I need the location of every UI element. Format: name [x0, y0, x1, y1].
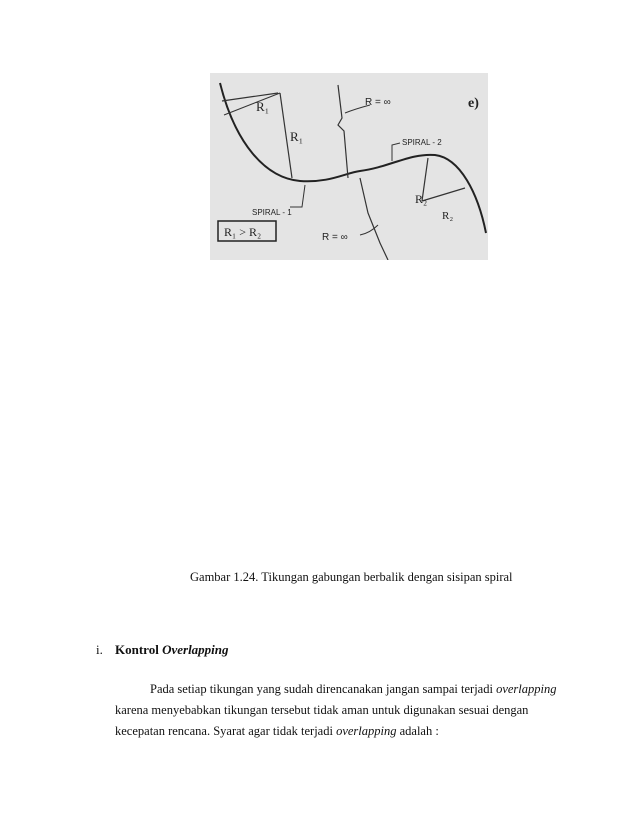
section-number: i.: [96, 642, 103, 657]
curve-diagram: [210, 73, 488, 260]
label-r2-b: R₂: [442, 210, 454, 222]
paragraph-text: adalah :: [396, 724, 439, 738]
paragraph-text: Pada setiap tikungan yang sudah direncanakan jangan sampai terjadi: [150, 682, 497, 696]
paragraph-italic-term: overlapping: [496, 682, 557, 696]
r2-radius-line-2: [422, 188, 465, 201]
label-r1-mid: R₁: [290, 129, 304, 144]
label-r2-a: R₂: [415, 192, 428, 206]
label-r-inf-top: R = ∞: [365, 97, 391, 108]
paragraph-text: kecepatan rencana. Syarat agar tidak terjadi: [115, 724, 337, 738]
spiral2-pointer: [392, 143, 400, 161]
label-spiral2: SPIRAL - 2: [402, 138, 442, 147]
section-title-bold: Kontrol: [115, 642, 163, 657]
section-title-italic: Overlapping: [162, 642, 229, 657]
label-r1-top: R₁: [256, 99, 270, 114]
label-spiral1: SPIRAL - 1: [252, 208, 292, 217]
paragraph-italic-term: overlapping: [336, 724, 397, 738]
paragraph-line-1: [150, 682, 557, 697]
paragraph-line-2: karena menyebabkan tikungan tersebut tidak aman untuk digunakan sesuai dengan: [115, 703, 529, 717]
label-condition: R₁ > R₂: [224, 225, 262, 239]
tangent-line-top: [338, 85, 348, 178]
curve-figure: [210, 73, 488, 260]
section-heading: [96, 642, 229, 658]
label-panel: e): [468, 96, 479, 111]
paragraph-line-3: [115, 724, 439, 739]
label-r-inf-bottom: R = ∞: [322, 232, 348, 243]
tangent-line-bottom: [360, 178, 388, 260]
spiral1-pointer: [290, 185, 305, 207]
figure-caption: Gambar 1.24. Tikungan gabungan berbalik dengan sisipan spiral: [190, 570, 513, 584]
